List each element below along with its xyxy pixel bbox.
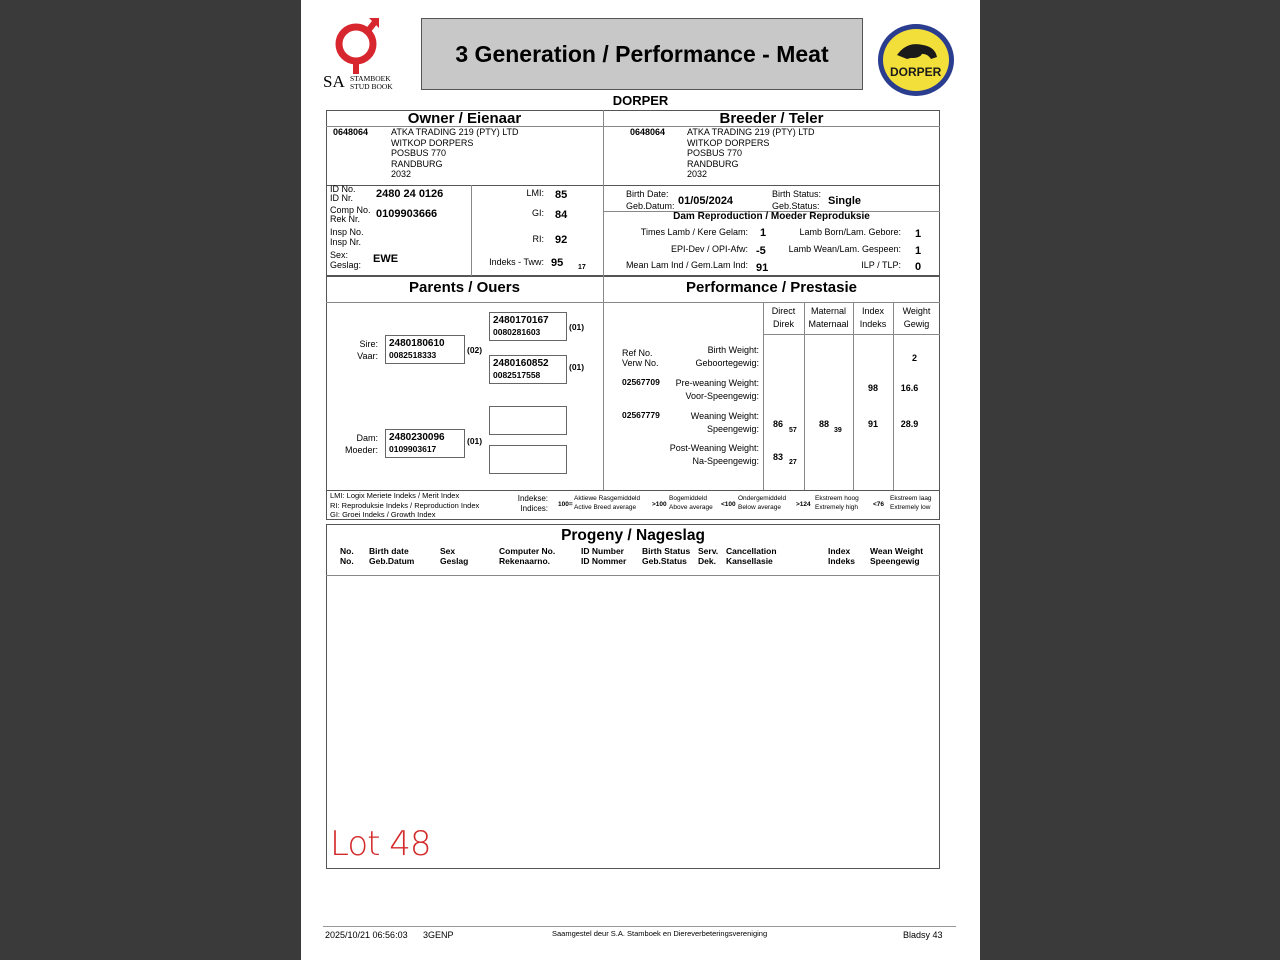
prog-col-en: ID Number [581, 546, 624, 556]
legend-indices: Indices: [520, 504, 548, 513]
owner-line: 2032 [391, 169, 412, 179]
weaning-maternal-sub: 39 [834, 427, 842, 434]
prog-col-birth-date [369, 546, 414, 566]
lmi-label: LMI: [526, 188, 544, 198]
sex-label [330, 251, 361, 270]
mean-lam-value: 91 [756, 262, 769, 274]
sa-studbook-logo [323, 16, 401, 92]
sire-label [341, 338, 378, 362]
legend-key3-desc [738, 495, 786, 512]
prog-col-wean-weight [870, 546, 923, 566]
legend-indices-label [506, 494, 548, 514]
sex-label-af: Geslag: [330, 259, 362, 270]
footer-timestamp: 2025/10/21 06:56:03 [325, 930, 408, 940]
pre-weaning-label [641, 377, 759, 403]
col-weight [893, 305, 940, 330]
prog-col-af: Speengewig [870, 556, 920, 566]
legend-lmi: LMI: Logix Meriete Indeks / Merit Index [330, 491, 460, 500]
comp-label-en: Comp No. [330, 205, 371, 215]
tww-label: Indeks - Tww: [489, 257, 544, 267]
legend-desc-en: Below average [738, 503, 781, 511]
legend-key2-desc [669, 495, 713, 512]
legend-key1-desc [574, 495, 640, 512]
prog-col-en: Wean Weight [870, 546, 924, 556]
dam-label-en: Dam: [356, 433, 378, 443]
epi-value: -5 [756, 245, 766, 257]
breeder-line: 2032 [687, 169, 708, 179]
lmi-value: 85 [555, 189, 568, 201]
row-label-en: Post-Weaning Weight: [669, 443, 759, 453]
row-label-af: Geboortegewig: [695, 358, 759, 368]
legend-key5: <76 [873, 501, 885, 508]
legend-key4: >124 [796, 501, 811, 508]
legend-indekse: Indekse: [517, 494, 548, 503]
col-direct-en: Direct [771, 306, 796, 316]
prog-col-af: Geb.Datum [369, 556, 415, 566]
breed-name: DORPER [612, 93, 669, 108]
tww-sub: 17 [578, 264, 586, 271]
prog-col-cancellation [726, 546, 777, 566]
legend-key4-desc [815, 495, 859, 512]
tww-value: 95 [551, 257, 564, 269]
birth-status-label [772, 188, 821, 212]
performance-heading: Performance / Prestasie [686, 279, 857, 296]
weaning-direct: 86 [773, 419, 784, 429]
prog-col-af: Geb.Status [642, 556, 687, 566]
dorper-logo [877, 23, 955, 97]
prog-col-computer-no [499, 546, 555, 566]
col-direct-af: Direk [772, 318, 794, 329]
footer-compiled-by: Saamgestel deur S.A. Stamboek en Diereverbeteringsvereniging [552, 929, 768, 938]
pre-weaning-index: 98 [867, 383, 878, 393]
page-title: 3 Generation / Performance - Meat [421, 18, 863, 90]
dam-dam-box-empty [489, 445, 567, 474]
prog-col-af: Dek. [698, 556, 716, 566]
breeder-code: 0648064 [630, 127, 666, 137]
prog-col-af: Geslag [440, 556, 469, 566]
comp-label-af: Rek Nr. [330, 214, 361, 224]
id-label [330, 185, 356, 203]
sire-sire-box [489, 312, 567, 341]
dam-box [385, 429, 465, 458]
footer-code: 3GENP [423, 930, 454, 940]
legend-desc-af: Aktiewe Rasgemiddeld [574, 495, 641, 502]
legend-desc-en: Above average [669, 503, 713, 511]
legend-ri: RI: Reproduksie Indeks / Reproduction Index [330, 500, 480, 510]
prog-col-en: No. [340, 546, 354, 556]
pre-weaning-ref: 02567709 [622, 377, 660, 387]
footer-page-number: Bladsy 43 [903, 930, 943, 940]
post-weaning-label [641, 442, 759, 468]
prog-col-en: Birth date [369, 546, 409, 556]
legend-desc-af: Ekstreem laag [890, 495, 932, 502]
legend-desc-af: Bogemiddeld [669, 495, 707, 502]
row-label-en: Birth Weight: [707, 345, 759, 355]
studbook-symbol-icon [323, 16, 401, 76]
sex-value: EWE [373, 253, 399, 265]
dam-sire-box-empty [489, 406, 567, 435]
logo-stamboek: STAMBOEK [350, 74, 391, 83]
birth-status-label-af: Geb.Status: [772, 201, 820, 211]
post-weaning-direct-sub: 27 [789, 459, 797, 466]
owner-code: 0648064 [333, 127, 369, 137]
weaning-direct-sub: 57 [789, 427, 797, 434]
insp-label [330, 228, 364, 247]
sire-dam-code: (01) [569, 362, 585, 372]
owner-line: WITKOP DORPERS [391, 137, 474, 148]
sire-box [385, 335, 465, 364]
birth-weight-label [641, 344, 759, 370]
dam-code: (01) [467, 436, 483, 446]
ilp-label: ILP / TLP: [861, 260, 901, 270]
row-label-en: Weaning Weight: [690, 411, 759, 421]
prog-col-en: Index [828, 546, 851, 556]
dam-repro-heading: Dam Reproduction / Moeder Reproduksie [673, 211, 870, 222]
col-maternal-en: Maternal [810, 306, 846, 316]
document-page [301, 0, 980, 960]
prog-col-af: Indeks [828, 556, 855, 566]
birth-date-value: 01/05/2024 [678, 195, 734, 207]
owner-address [391, 127, 519, 180]
birth-status-label-en: Birth Status: [772, 189, 822, 199]
epi-label: EPI-Dev / OPI-Afw: [670, 244, 748, 254]
col-index-en: Index [861, 306, 885, 316]
dam-label [331, 432, 378, 456]
birth-date-label-en: Birth Date: [626, 189, 669, 199]
owner-heading: Owner / Eienaar [407, 110, 522, 127]
row-label-af: Speengewig: [706, 424, 759, 434]
owner-line: RANDBURG [391, 158, 443, 169]
ref-label-af: Verw No. [622, 358, 659, 368]
legend-key1: 100= [558, 501, 573, 508]
prog-col-af: Kansellasie [726, 556, 773, 566]
ilp-value: 0 [915, 261, 922, 273]
breeder-line: POSBUS 770 [687, 148, 743, 158]
weaning-label [641, 410, 759, 436]
breeder-heading: Breeder / Teler [719, 110, 824, 127]
col-weight-af: Gewig [903, 318, 930, 329]
dam-comp: 0109903617 [389, 444, 437, 454]
legend-index-names [330, 491, 479, 520]
pre-weaning-weight: 16.6 [900, 383, 919, 393]
prog-col-af: Rekenaarno. [499, 556, 551, 566]
logo-stamboek-text [350, 75, 393, 91]
breeder-line: ATKA TRADING 219 (PTY) LTD [687, 127, 815, 137]
post-weaning-direct: 83 [773, 452, 784, 462]
sire-label-af: Vaar: [357, 351, 378, 361]
insp-label-af: Insp Nr. [330, 236, 362, 247]
birth-date-label-af: Geb.Datum: [626, 201, 675, 211]
sire-sire-comp: 0080281603 [493, 327, 541, 337]
ri-label: RI: [532, 234, 544, 244]
lamb-wean-value: 1 [915, 245, 922, 257]
parents-heading: Parents / Ouers [409, 279, 520, 296]
legend-key3: <100 [721, 501, 736, 508]
legend-gi: GI: Groei Indeks / Growth Index [330, 510, 436, 519]
prog-col-en: Serv. [698, 546, 719, 556]
prog-col-en: Sex [440, 546, 456, 556]
prog-col-af: No. [340, 556, 354, 566]
sire-comp: 0082518333 [389, 350, 437, 360]
lamb-born-value: 1 [915, 228, 922, 240]
birth-date-label [626, 188, 675, 212]
ri-value: 92 [555, 234, 568, 246]
times-lamb-label: Times Lamb / Kere Gelam: [640, 227, 748, 237]
logo-sa-text: SA [323, 72, 345, 91]
prog-col-serv [698, 546, 718, 566]
legend-desc-af: Ondergemiddeld [738, 495, 787, 502]
mean-lam-label: Mean Lam Ind / Gem.Lam Ind: [625, 260, 748, 270]
row-label-af: Na-Speengewig: [692, 456, 759, 466]
legend-desc-en: Active Breed average [574, 503, 637, 511]
dam-label-af: Moeder: [344, 445, 378, 455]
col-maternal-af: Maternaal [808, 318, 849, 329]
logo-studbook: STUD BOOK [350, 82, 393, 91]
insp-label-en: Insp No. [330, 227, 364, 237]
comp-value: 0109903666 [376, 208, 438, 220]
dorper-badge-icon [877, 23, 955, 97]
id-value: 2480 24 0126 [376, 188, 444, 200]
prog-col-sex [440, 546, 468, 566]
sire-label-en: Sire: [359, 339, 378, 349]
weaning-index: 91 [867, 419, 878, 429]
owner-line: POSBUS 770 [391, 148, 447, 158]
sire-sire-id: 2480170167 [493, 315, 549, 326]
prog-col-birth-status [642, 546, 690, 566]
col-maternal [804, 305, 853, 330]
weaning-maternal: 88 [819, 419, 830, 429]
sire-code: (02) [467, 345, 483, 355]
comp-label [330, 206, 371, 224]
ref-label-en: Ref No. [622, 348, 653, 358]
gi-label: GI: [531, 208, 544, 218]
col-weight-en: Weight [902, 306, 931, 316]
gi-value: 84 [555, 209, 568, 221]
prog-col-id-number [581, 546, 626, 566]
times-lamb-value: 1 [760, 227, 767, 239]
legend-key2: >100 [652, 501, 667, 508]
prog-col-index [828, 546, 855, 566]
col-index [853, 305, 893, 330]
prog-col-en: Cancellation [726, 546, 777, 556]
birth-weight-value: 2 [911, 353, 917, 363]
birth-status-value: Single [828, 195, 862, 207]
sire-dam-id: 2480160852 [493, 358, 549, 369]
row-label-af: Voor-Speengewig: [685, 391, 759, 401]
sire-id: 2480180610 [389, 338, 445, 349]
sire-sire-code: (01) [569, 322, 585, 332]
lot-number: Lot 48 [330, 824, 431, 864]
prog-col-en: Birth Status [642, 546, 691, 556]
owner-line: ATKA TRADING 219 (PTY) LTD [391, 127, 519, 137]
legend-desc-af: Ekstreem hoog [815, 495, 859, 502]
prog-col-af: ID Nommer [581, 556, 627, 566]
lamb-wean-label: Lamb Wean/Lam. Gespeen: [788, 244, 901, 254]
row-label-en: Pre-weaning Weight: [675, 378, 759, 388]
col-index-af: Indeks [859, 318, 887, 329]
dorper-logo-text: DORPER [890, 65, 942, 79]
legend-key5-desc [890, 495, 932, 512]
progeny-heading: Progeny / Nageslag [561, 527, 705, 544]
breeder-line: RANDBURG [687, 158, 739, 169]
sire-dam-comp: 0082517558 [493, 370, 541, 380]
dam-id: 2480230096 [389, 432, 445, 443]
legend-desc-en: Extremely low [890, 503, 931, 511]
col-direct [763, 305, 804, 330]
id-label-en: ID No. [330, 184, 356, 194]
prog-col-en: Computer No. [499, 546, 556, 556]
weaning-weight: 28.9 [900, 419, 919, 429]
prog-col-no [340, 546, 354, 566]
sex-label-en: Sex: [330, 250, 349, 260]
weaning-ref: 02567779 [622, 410, 660, 420]
sire-dam-box [489, 355, 567, 384]
breeder-address [687, 127, 815, 180]
id-label-af: ID Nr. [330, 193, 354, 203]
breeder-line: WITKOP DORPERS [687, 137, 770, 148]
lamb-born-label: Lamb Born/Lam. Gebore: [799, 227, 901, 237]
legend-desc-en: Extremely high [815, 503, 858, 511]
